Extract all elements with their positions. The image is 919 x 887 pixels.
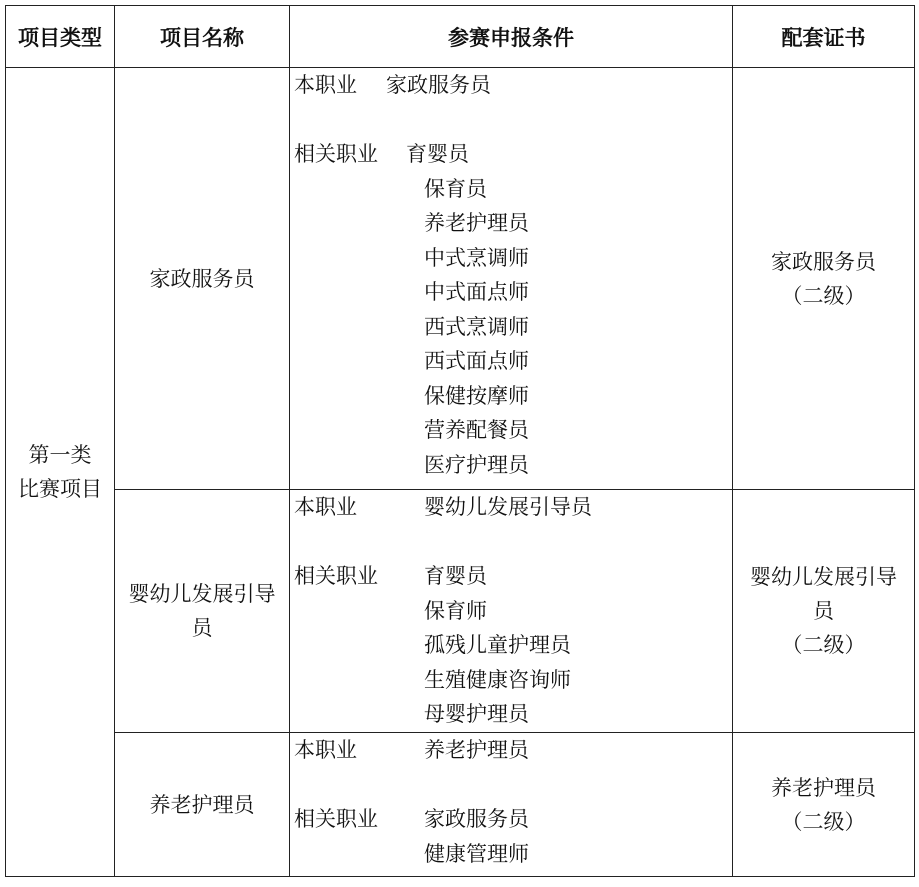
header-certificate: 配套证书 bbox=[733, 6, 915, 68]
related-job: 育婴员 bbox=[424, 564, 487, 588]
certificate-line: 婴幼儿发展引导 bbox=[750, 565, 897, 589]
related-job-label: 相关职业 bbox=[294, 807, 378, 831]
related-job: 西式面点师 bbox=[424, 349, 529, 373]
conditions-cell bbox=[290, 733, 733, 877]
project-name-cell bbox=[115, 490, 290, 733]
conditions-cell bbox=[290, 490, 733, 733]
related-job: 中式面点师 bbox=[424, 280, 529, 304]
certificate-line-cont: 员 bbox=[813, 599, 834, 623]
project-name-cell bbox=[115, 68, 290, 490]
table-row bbox=[6, 490, 915, 733]
related-job: 保育师 bbox=[424, 598, 487, 623]
related-job: 保育员 bbox=[424, 176, 487, 201]
main-job-label: 本职业 bbox=[294, 738, 357, 762]
project-name: 养老护理员 bbox=[149, 792, 255, 817]
header-type: 项目类型 bbox=[6, 6, 115, 68]
related-job: 中式烹调师 bbox=[424, 245, 529, 270]
header-conditions: 参赛申报条件 bbox=[290, 6, 733, 68]
related-job: 生殖健康咨询师 bbox=[424, 667, 571, 692]
project-name-cell bbox=[115, 733, 290, 877]
table-row bbox=[6, 733, 915, 877]
project-name: 婴幼儿发展引导 bbox=[128, 582, 276, 606]
header-row bbox=[6, 6, 915, 68]
main-job-label: 本职业 bbox=[294, 495, 357, 519]
header-name: 项目名称 bbox=[115, 6, 290, 68]
certificate-level: （二级） bbox=[781, 283, 866, 308]
related-job: 保健按摩师 bbox=[424, 383, 529, 408]
project-name-cont: 员 bbox=[191, 616, 213, 640]
table-row bbox=[6, 68, 915, 490]
conditions-cell bbox=[290, 68, 733, 490]
related-job: 营养配餐员 bbox=[424, 418, 529, 442]
related-job: 家政服务员 bbox=[424, 807, 529, 831]
main-job-label: 本职业 bbox=[294, 73, 357, 97]
main-job: 养老护理员 bbox=[424, 738, 529, 762]
related-job: 医疗护理员 bbox=[424, 452, 529, 477]
related-job: 养老护理员 bbox=[424, 211, 529, 235]
related-job: 孤残儿童护理员 bbox=[424, 633, 571, 657]
main-job: 家政服务员 bbox=[386, 73, 491, 97]
category-cell bbox=[6, 68, 115, 877]
main-job: 婴幼儿发展引导员 bbox=[424, 495, 592, 519]
related-job-label: 相关职业 bbox=[294, 564, 378, 588]
certificate-line: 家政服务员 bbox=[771, 249, 876, 274]
certificate-cell bbox=[733, 733, 915, 877]
category-line1: 第一类 bbox=[28, 443, 92, 467]
certificate-level: （二级） bbox=[781, 633, 866, 657]
related-job: 育婴员 bbox=[406, 142, 469, 166]
certificate-cell bbox=[733, 490, 915, 733]
certificate-line: 养老护理员 bbox=[771, 775, 876, 800]
related-job: 母婴护理员 bbox=[424, 702, 529, 726]
related-job: 健康管理师 bbox=[424, 841, 529, 866]
competition-table bbox=[5, 5, 915, 877]
related-job-label: 相关职业 bbox=[294, 142, 378, 166]
certificate-level: （二级） bbox=[781, 809, 866, 834]
certificate-cell bbox=[733, 68, 915, 490]
category-line2: 比赛项目 bbox=[18, 477, 102, 501]
project-name: 家政服务员 bbox=[149, 266, 255, 291]
related-job: 西式烹调师 bbox=[424, 314, 529, 339]
